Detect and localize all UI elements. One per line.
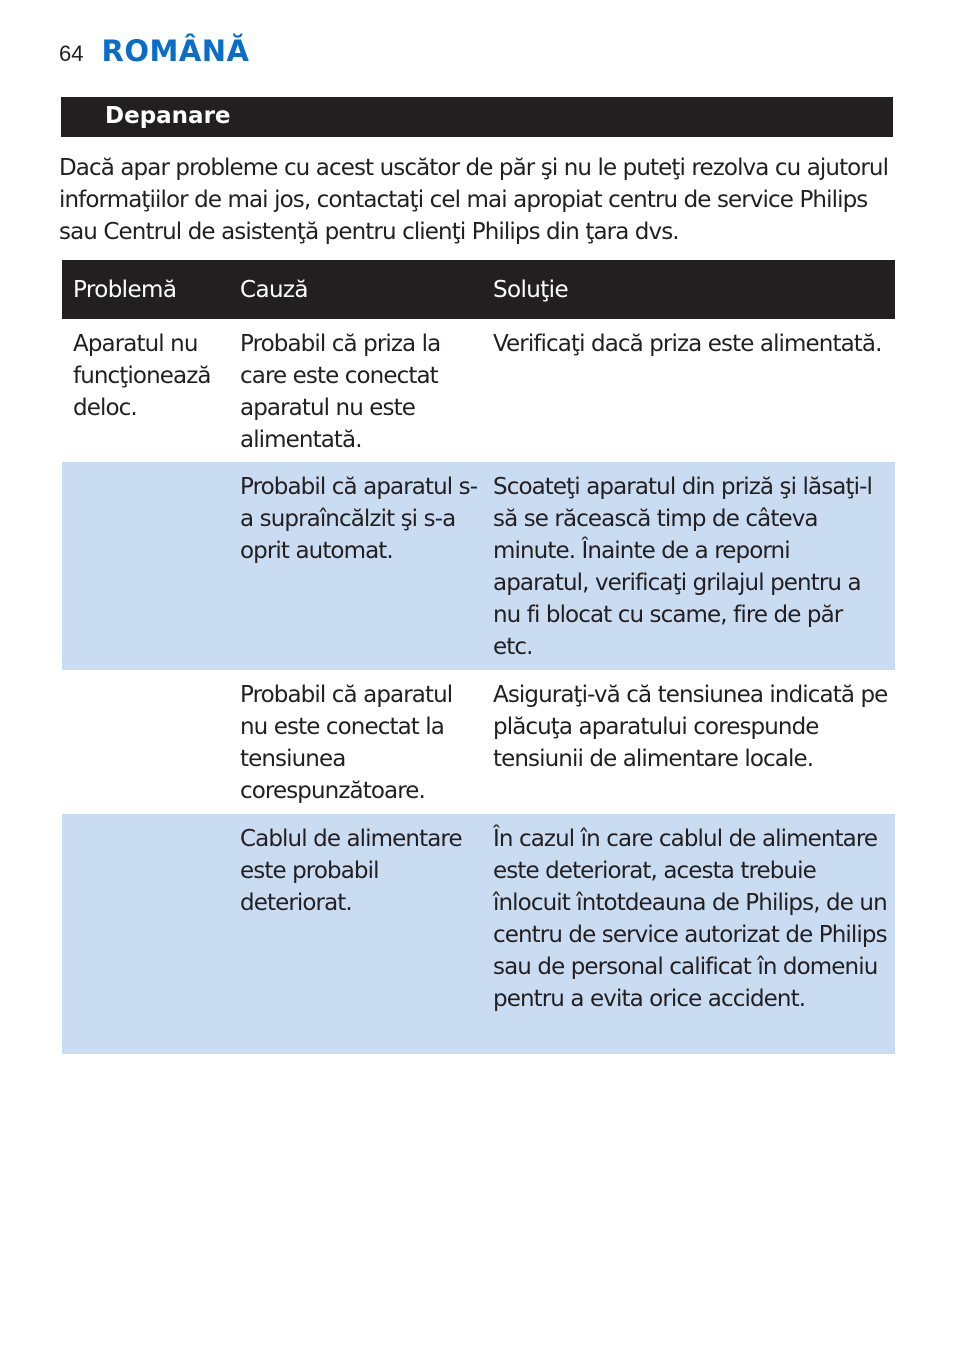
table-row [62,670,895,814]
page-header [59,34,249,74]
cause-cell: Cablul de alimentare este probabil deteriorat. [240,826,462,916]
cause-cell: Probabil că aparatul s-a supraîncălzit şi s-a oprit automat. [240,474,478,564]
solution-cell: Asiguraţi-vă că tensiunea indicată pe plăcuţa aparatului corespunde tensiunii de alimentare locale. [493,682,888,772]
column-header-solution: Soluţie [493,277,568,303]
solution-cell: Verificaţi dacă priza este alimentată. [493,331,882,357]
table-header-row [62,260,895,319]
table-row [62,462,895,670]
section-title: Depanare [105,103,231,129]
cause-cell: Probabil că aparatul nu este conectat la tensiunea corespunzătoare. [240,682,453,804]
language-title: ROMÂNĂ [101,34,250,68]
table-row [62,319,895,462]
solution-cell: În cazul în care cablul de alimentare este deteriorat, acesta trebuie înlocuit întotdeauna de Philips, de un centru de service autorizat de Philips sau de personal calificat în domeniu pentru a evita orice accident. [493,826,887,1012]
section-heading-bar [61,97,893,137]
problem-cell: Aparatul nu funcţionează deloc. [73,331,211,421]
troubleshooting-table [62,260,895,1054]
page-number: 64 [59,41,84,66]
intro-paragraph: Dacă apar probleme cu acest uscător de păr şi nu le puteţi rezolva cu ajutorul informaţiilor de mai jos, contactaţi cel mai apropiat centru de service Philips sau Centrul de asistenţă pentru clienţi Philips din ţara dvs. [59,155,889,245]
column-header-problem: Problemă [73,277,177,303]
solution-cell: Scoateţi aparatul din priză şi lăsaţi-l să se răcească timp de câteva minute. Înainte de a reporni aparatul, verificaţi grilajul pentru a nu fi blocat cu scame, fire de păr etc. [493,474,872,660]
table-row [62,814,895,1054]
cause-cell: Probabil că priza la care este conectat aparatul nu este alimentată. [240,331,441,453]
column-header-cause: Cauză [240,277,308,303]
